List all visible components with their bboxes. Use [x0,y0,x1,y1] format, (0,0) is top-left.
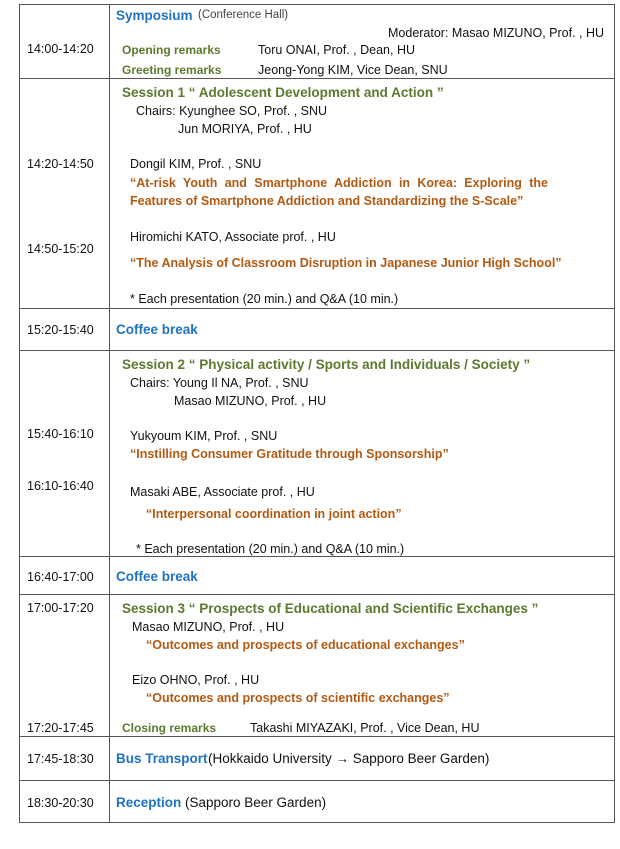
speaker-yukyoum-kim: Yukyoum KIM, Prof. , SNU [130,429,278,443]
column-divider [109,737,110,780]
talk-title: “Outcomes and prospects of scientific exchanges” [146,691,450,705]
time-cell: 17:00-17:20 [27,601,94,615]
talk-title: “Interpersonal coordination in joint action” [146,507,402,521]
coffee-break-label: Coffee break [116,569,198,584]
time-cell: 14:00-14:20 [27,42,94,56]
row-session-1 [20,79,614,309]
time-cell: 14:20-14:50 [27,157,94,171]
column-divider [109,351,110,556]
symposium-title: Symposium [116,8,193,23]
speaker-masao-mizuno: Masao MIZUNO, Prof. , HU [132,620,285,634]
session-3-title: Session 3 “ Prospects of Educational and Scientific Exchanges ” [122,601,539,616]
column-divider [109,557,110,594]
time-cell: 16:10-16:40 [27,479,94,493]
time-cell: 15:40-16:10 [27,427,94,441]
row-bus-transport [20,737,614,781]
bus-transport-label: Bus Transport [116,751,208,766]
reception-detail: (Sapporo Beer Garden) [185,795,327,810]
coffee-break-label: Coffee break [116,322,198,337]
greeting-remarks-label: Greeting remarks [122,63,222,77]
presentation-note: * Each presentation (20 min.) and Q&A (10 min.) [130,292,399,306]
speaker-masaki-abe: Masaki ABE, Associate prof. , HU [130,485,315,499]
bus-transport-detail: (Hokkaido University → Sapporo Beer Garden) [208,751,490,766]
session-1-chair-2: Jun MORIYA, Prof. , HU [178,122,312,136]
time-cell: 14:50-15:20 [27,242,94,256]
reception-label: Reception [116,795,182,810]
talk-title: “Instilling Consumer Gratitude through Sponsorship” [130,447,449,461]
schedule-table [19,4,615,823]
column-divider [109,5,110,78]
row-coffee-break-2 [20,557,614,595]
talk-title: “Outcomes and prospects of educational exchanges” [146,638,465,652]
session-1-title: Session 1 “ Adolescent Development and Action ” [122,85,444,100]
opening-remarks-label: Opening remarks [122,43,221,57]
greeting-remarks-person: Jeong-Yong KIM, Vice Dean, SNU [258,63,448,77]
time-cell: 16:40-17:00 [27,570,94,584]
column-divider [109,309,110,350]
row-session-2 [20,351,614,557]
session-2-title: Session 2 “ Physical activity / Sports and Individuals / Society ” [122,357,531,372]
session-2-chair-2: Masao MIZUNO, Prof. , HU [174,394,327,408]
opening-remarks-person: Toru ONAI, Prof. , Dean, HU [258,43,415,57]
moderator: Moderator: Masao MIZUNO, Prof. , HU [388,26,605,40]
speaker-eizo-ohno: Eizo OHNO, Prof. , HU [132,673,260,687]
speaker-hiromichi-kato: Hiromichi KATO, Associate prof. , HU [130,230,336,244]
time-cell: 17:45-18:30 [27,752,94,766]
row-symposium [20,5,614,79]
time-cell: 18:30-20:30 [27,796,94,810]
row-reception [20,781,614,823]
column-divider [109,781,110,823]
row-coffee-break-1 [20,309,614,351]
session-2-chair-1: Chairs: Young Il NA, Prof. , SNU [130,376,309,390]
talk-title: “The Analysis of Classroom Disruption in Japanese Junior High School” [130,256,562,270]
time-cell: 17:20-17:45 [27,721,94,735]
time-cell: 15:20-15:40 [27,323,94,337]
row-session-3 [20,595,614,737]
closing-remarks-person: Takashi MIYAZAKI, Prof. , Vice Dean, HU [250,721,480,735]
symposium-venue: (Conference Hall) [198,9,289,21]
closing-remarks-label: Closing remarks [122,721,217,735]
speaker-dongil-kim: Dongil KIM, Prof. , SNU [130,157,262,171]
presentation-note: * Each presentation (20 min.) and Q&A (10 min.) [136,542,405,556]
column-divider [109,595,110,736]
session-1-chair-1: Chairs: Kyunghee SO, Prof. , SNU [136,104,328,118]
column-divider [109,79,110,308]
talk-title: “At-risk Youth and Smartphone Addiction in Korea: Exploring the Features of Smartphone Addiction and Standardizing the S-Scale” [130,176,548,208]
